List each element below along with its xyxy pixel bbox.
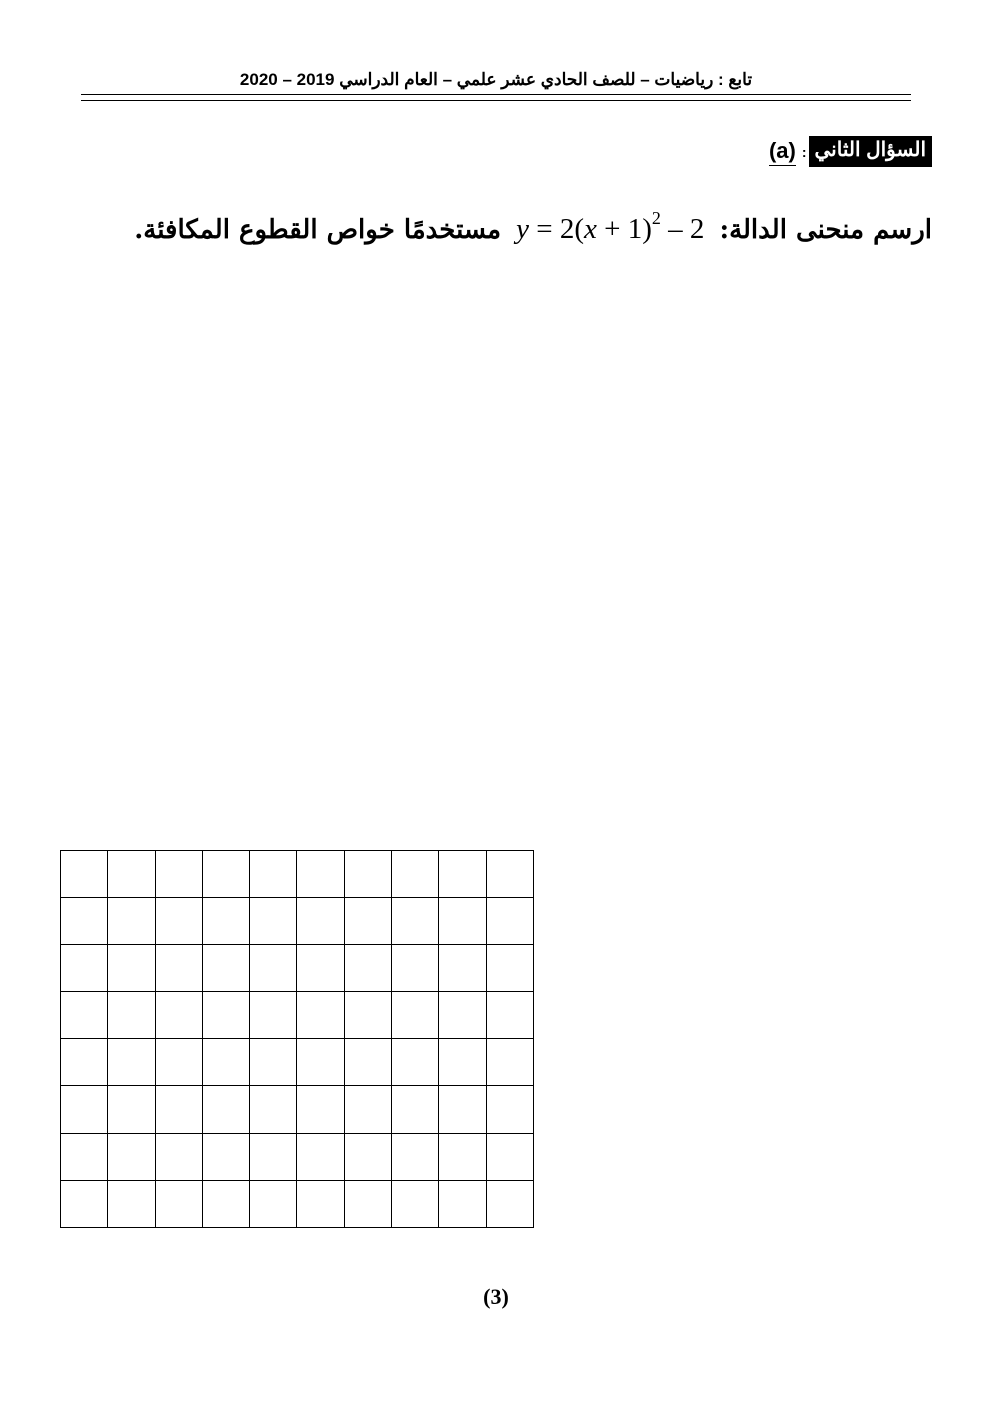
function-equation [516, 208, 704, 246]
grid-cell [345, 1039, 392, 1086]
grid-cell [487, 945, 534, 992]
grid-cell [392, 945, 439, 992]
grid-cell [345, 851, 392, 898]
grid-cell [439, 898, 486, 945]
grid-cell [439, 992, 486, 1039]
grid-cell [250, 851, 297, 898]
grid-cell [297, 945, 344, 992]
question-colon: : [801, 143, 807, 160]
grid-cell [439, 851, 486, 898]
grid-cell [297, 1181, 344, 1228]
grid-cell [487, 1039, 534, 1086]
grid-cell [297, 1039, 344, 1086]
grid-cell [439, 1086, 486, 1133]
grid-cell [392, 992, 439, 1039]
grid-cell [297, 992, 344, 1039]
grid-cell [108, 1134, 155, 1181]
grid-cell [345, 1181, 392, 1228]
equation-part-a: = 2( [529, 213, 585, 245]
grid-cell [392, 898, 439, 945]
grid-cell [345, 945, 392, 992]
grid-cell [439, 1134, 486, 1181]
grid-cell [156, 945, 203, 992]
question-part: (a) [769, 138, 796, 166]
grid-cell [108, 851, 155, 898]
grid-cell [487, 992, 534, 1039]
grid-cell [297, 851, 344, 898]
grid-cell [203, 945, 250, 992]
grid-cell [345, 898, 392, 945]
grid-cell [250, 1086, 297, 1133]
grid-cell [108, 1181, 155, 1228]
grid-cell [487, 1134, 534, 1181]
page-number: (3) [483, 1284, 509, 1309]
grid-cell [61, 851, 108, 898]
grid-cell [61, 1134, 108, 1181]
question-instruction [134, 208, 932, 246]
grid-cell [203, 1181, 250, 1228]
grid-cell [345, 1086, 392, 1133]
grid-cell [487, 898, 534, 945]
grid-cell [439, 1039, 486, 1086]
grid-cell [156, 1181, 203, 1228]
grid-cell [392, 1039, 439, 1086]
grid-cell [108, 1086, 155, 1133]
grid-cell [156, 1086, 203, 1133]
equation-part-c: – 2 [660, 213, 705, 245]
equation-part-b: + 1) [596, 213, 652, 245]
grid-cell [297, 1134, 344, 1181]
grid-cell [61, 1181, 108, 1228]
grid-cell [108, 1039, 155, 1086]
grid-cell [392, 1134, 439, 1181]
grid-cell [203, 851, 250, 898]
grid-cell [297, 1086, 344, 1133]
header-divider [81, 94, 911, 101]
grid-cell [250, 1134, 297, 1181]
grid-cell [250, 992, 297, 1039]
grid-cell [392, 851, 439, 898]
grid-cell [203, 898, 250, 945]
instruction-text-before: ارسم منحنى الدالة: [719, 215, 932, 245]
grid-cell [250, 898, 297, 945]
grid-cell [61, 1039, 108, 1086]
grid-cell [392, 1181, 439, 1228]
grid-cell [203, 1134, 250, 1181]
grid-cell [61, 992, 108, 1039]
grid-cell [345, 992, 392, 1039]
grid-cell [487, 851, 534, 898]
grid-cell [439, 1181, 486, 1228]
grid-cell [108, 898, 155, 945]
grid-cell [487, 1181, 534, 1228]
grid-cell [345, 1134, 392, 1181]
grid-cell [250, 1039, 297, 1086]
grid-cell [203, 992, 250, 1039]
grid-cell [61, 898, 108, 945]
question-heading [769, 136, 932, 167]
instruction-text-after: مستخدمًا خواص القطوع المكافئة. [134, 215, 502, 245]
grid-cell [108, 945, 155, 992]
page-header-title: تابع : رياضيات – للصف الحادي عشر علمي – العام الدراسي 2019 – 2020 [239, 70, 753, 89]
grid-cell [156, 1039, 203, 1086]
grid-cell [156, 898, 203, 945]
grid-cell [487, 1086, 534, 1133]
grid-cell [392, 1086, 439, 1133]
grid-cell [61, 945, 108, 992]
equation-x: x [584, 213, 597, 245]
grid-cell [250, 1181, 297, 1228]
grid-cell [156, 1134, 203, 1181]
grid-cell [61, 1086, 108, 1133]
question-label: السؤال الثاني [809, 136, 932, 167]
graph-paper-grid [60, 850, 534, 1228]
grid-cell [250, 945, 297, 992]
grid-cell [203, 1086, 250, 1133]
grid-cell [156, 851, 203, 898]
grid-cell [108, 992, 155, 1039]
grid-cell [297, 898, 344, 945]
equation-y: y [516, 213, 529, 245]
grid-cell [156, 992, 203, 1039]
grid-cell [203, 1039, 250, 1086]
grid-cell [439, 945, 486, 992]
equation-exponent: 2 [651, 208, 661, 228]
